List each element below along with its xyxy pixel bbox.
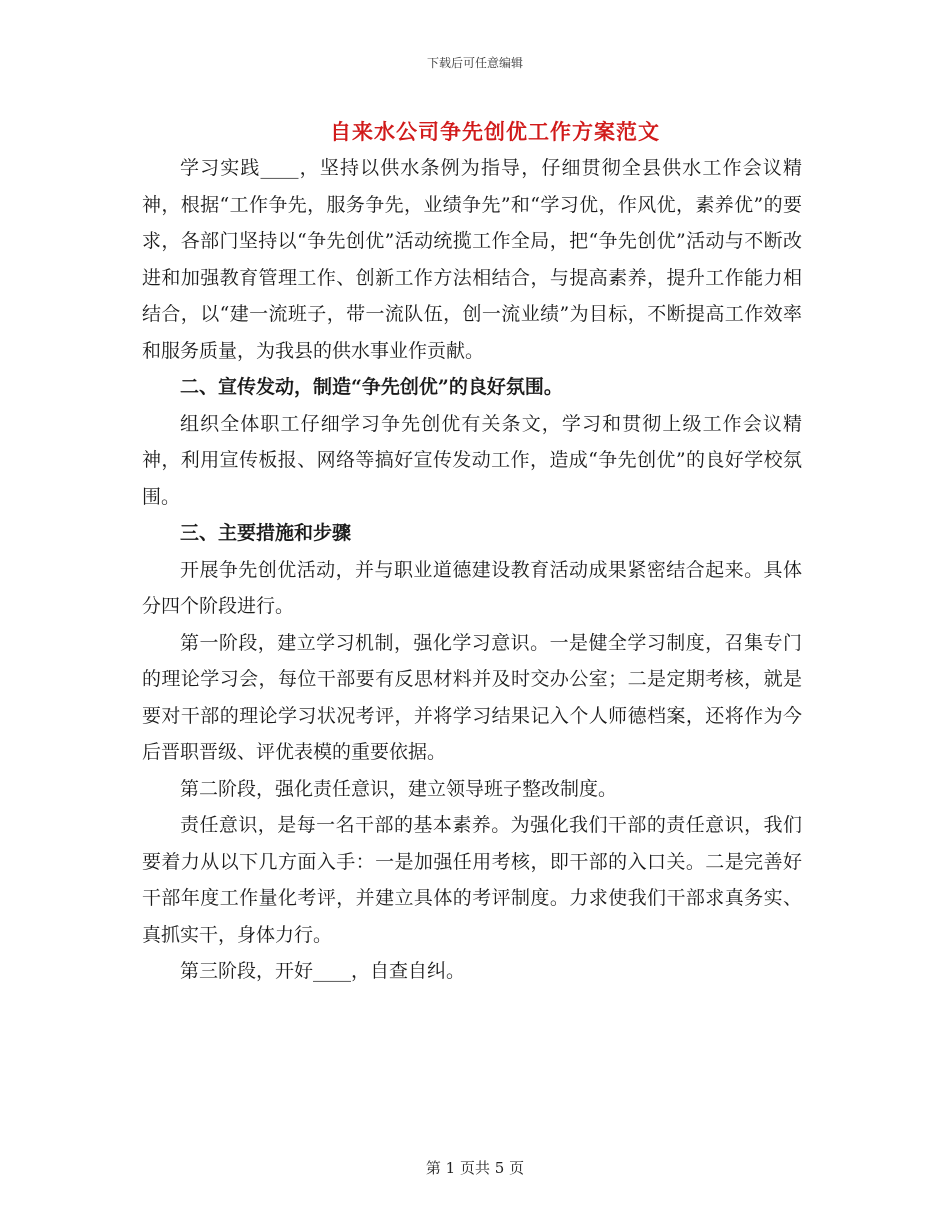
paragraph-stage-one: 第一阶段，建立学习机制，强化学习意识。一是健全学习制度，召集专门的理论学习会，每位干部要有反思材料并及时交办公室；二是定期考核，就是要对干部的理论学习状况考评，并将学习结果记入个人师德档案，还将作为今后晋职晋级、评优表模的重要依据。 [142,631,802,763]
paragraph-responsibility: 责任意识，是每一名干部的基本素养。为强化我们干部的责任意识，我们要着力从以下几方面入手：一是加强任用考核，即干部的入口关。二是完善好干部年度工作量化考评，并建立具体的考评制度。力求使我们干部求真务实、真抓实干，身体力行。 [142,814,802,946]
paragraph-publicity: 组织全体职工仔细学习争先创优有关条文，学习和贯彻上级工作会议精神，利用宣传板报、网络等搞好宣传发动工作，造成“争先创优”的良好学校氛围。 [142,412,802,508]
section-heading-publicity: 二、宣传发动，制造“争先创优”的良好氛围。 [180,376,563,398]
page-number: 第 1 页共 5 页 [425,1159,525,1177]
paragraph-stage-two: 第二阶段，强化责任意识，建立领导班子整改制度。 [180,777,618,800]
paragraph-stage-three: 第三阶段，开好____，自查自纠。 [180,960,466,982]
document-body [142,150,802,990]
document-title: 自来水公司争先创优工作方案范文 [330,119,660,144]
section-heading-measures: 三、主要措施和步骤 [180,522,352,544]
paragraph-intro: 学习实践____，坚持以供水条例为指导，仔细贯彻全县供水工作会议精神，根据“工作争先，服务争先，业绩争先”和“学习优，作风优，素养优”的要求，各部门坚持以“争先创优”活动统揽工作全局，把“争先创优”活动与不断改进和加强教育管理工作、创新工作方法相结合，与提高素养，提升工作能力相结合，以“建一流班子，带一流队伍，创一流业绩”为目标，不断提高工作效率和服务质量，为我县的供水事业作贡献。 [142,157,802,362]
paragraph-measures: 开展争先创优活动，并与职业道德建设教育活动成果紧密结合起来。具体分四个阶段进行。 [142,558,802,617]
header-note: 下载后可任意编辑 [426,56,523,70]
